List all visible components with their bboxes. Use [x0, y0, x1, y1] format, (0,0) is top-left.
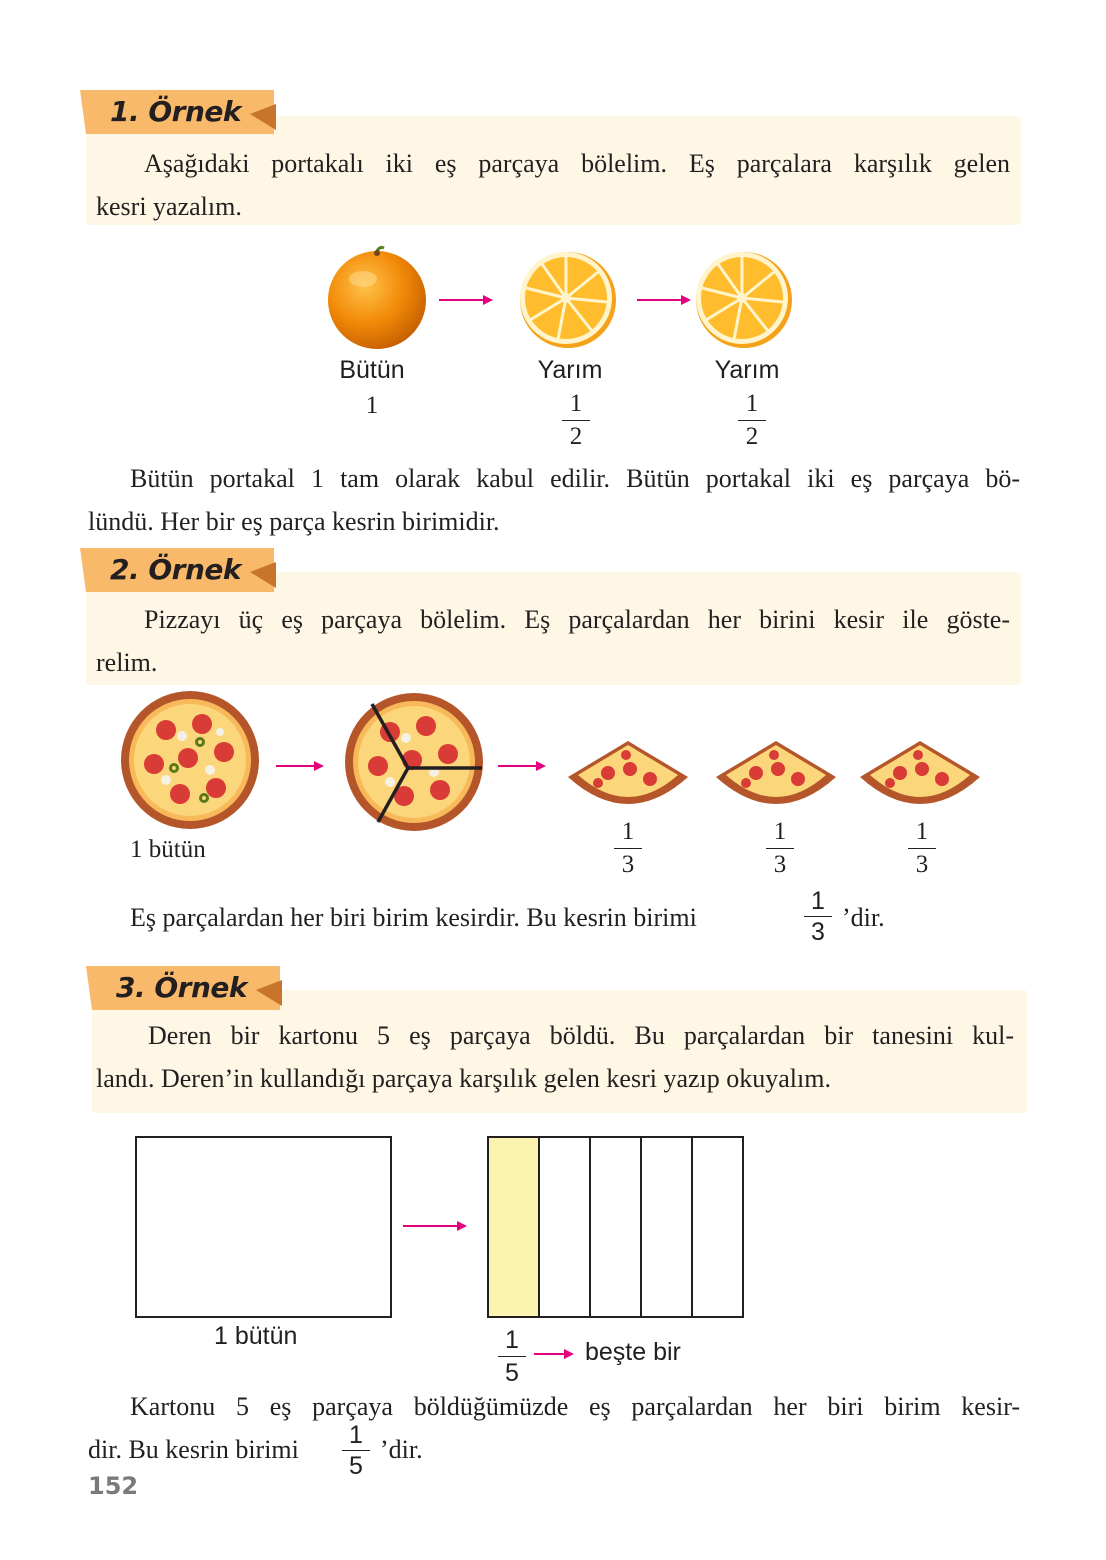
fraction-numerator: 1 [621, 818, 635, 845]
whole-orange-icon [325, 245, 429, 349]
example1-explanation-line2: lündü. Her bir eş parça kesrin birimidir. [88, 507, 500, 536]
fraction-denominator: 3 [621, 851, 635, 878]
example1-explanation-line1: Bütün portakal 1 tam olarak kabul edilir. Bütün portakal iki eş parçaya bö- [130, 464, 1020, 493]
part-fraction [492, 1326, 532, 1387]
fraction-numerator: 1 [915, 818, 929, 845]
fraction-numerator: 1 [811, 887, 825, 915]
pizza-slice-icon [716, 741, 836, 809]
slice-fraction [760, 818, 800, 879]
example2-text-line1: Pizzayı üç eş parçaya bölelim. Eş parçalardan her birini kesir ile göste- [144, 605, 1010, 634]
example2-text-line2: relim. [96, 648, 158, 677]
whole-pizza-label: 1 bütün [130, 836, 206, 863]
half-fraction [732, 390, 772, 451]
half-orange-icon [518, 248, 622, 352]
example2-title: 2. Örnek [110, 553, 242, 586]
shaded-part [489, 1138, 540, 1316]
fraction-reading: beşte bir [585, 1338, 681, 1366]
half-fraction [556, 390, 596, 451]
example1-text-line2: kesri yazalım. [96, 192, 242, 221]
fraction-denominator: 5 [349, 1452, 363, 1480]
example1-explanation [88, 457, 1020, 543]
example1-text-line1: Aşağıdaki portakalı iki eş parçaya bölelim. Eş parçalara karşılık gelen [144, 149, 1010, 178]
arrow-icon [439, 294, 499, 306]
arrow-icon [637, 294, 697, 306]
fraction-numerator: 1 [505, 1326, 519, 1354]
fraction-denominator: 5 [505, 1359, 519, 1387]
cut-pizza-icon [344, 692, 484, 832]
whole-cardboard-label: 1 bütün [214, 1322, 298, 1350]
fraction-numerator: 1 [773, 818, 787, 845]
slice-fraction [608, 818, 648, 879]
fraction-denominator: 3 [811, 918, 825, 946]
pizza-slice-icon [568, 741, 688, 809]
slice-fraction [902, 818, 942, 879]
half-orange-icon [694, 248, 798, 352]
example2-explanation-before: Eş parçalardan her biri birim kesirdir. Bu kesrin birimi [130, 903, 697, 932]
half-label: Yarım [714, 356, 780, 384]
cardboard-part [693, 1138, 742, 1316]
example3-explanation-after: ’dir. [380, 1435, 423, 1464]
example2-explanation-fraction [800, 888, 836, 945]
divided-cardboard [487, 1136, 744, 1318]
example3-text-line1: Deren bir kartonu 5 eş parçaya böldü. Bu parçalardan bir tanesini kul- [148, 1021, 1014, 1050]
fraction-denominator: 3 [915, 851, 929, 878]
example3-text-line2: landı. Deren’in kullandığı parçaya karşılık gelen kesri yazıp okuyalım. [96, 1064, 831, 1093]
cardboard-part [591, 1138, 642, 1316]
whole-pizza-icon [120, 690, 260, 830]
example1-title: 1. Örnek [110, 95, 242, 128]
arrow-icon [276, 760, 336, 772]
example3-explanation-line1: Kartonu 5 eş parçaya böldüğümüzde eş parçalardan her biri birim kesir- [130, 1392, 1020, 1421]
example1-tab [80, 90, 280, 134]
arrow-icon [534, 1348, 584, 1360]
example2-text [96, 598, 1010, 684]
example2-tab [80, 548, 280, 592]
half-label: Yarım [537, 356, 603, 384]
fraction-denominator: 3 [773, 851, 787, 878]
whole-cardboard [135, 1136, 392, 1318]
page-number: 152 [88, 1472, 139, 1500]
example1-text [96, 142, 1010, 228]
whole-label: Bütün [339, 356, 405, 384]
example3-title: 3. Örnek [116, 971, 248, 1004]
whole-value: 1 [365, 392, 379, 419]
fraction-numerator: 1 [745, 390, 759, 417]
fraction-denominator: 2 [569, 423, 583, 450]
example2-explanation-after: ’dir. [842, 903, 885, 932]
cardboard-part [540, 1138, 591, 1316]
example3-text [96, 1014, 1014, 1100]
example3-explanation-before: dir. Bu kesrin birimi [88, 1435, 299, 1464]
cardboard-part [642, 1138, 693, 1316]
arrow-icon [498, 760, 558, 772]
fraction-denominator: 2 [745, 423, 759, 450]
example3-tab [86, 966, 286, 1010]
example3-explanation-fraction [338, 1422, 374, 1479]
arrow-icon [403, 1220, 475, 1232]
fraction-numerator: 1 [569, 390, 583, 417]
pizza-slice-icon [860, 741, 980, 809]
fraction-numerator: 1 [349, 1421, 363, 1449]
